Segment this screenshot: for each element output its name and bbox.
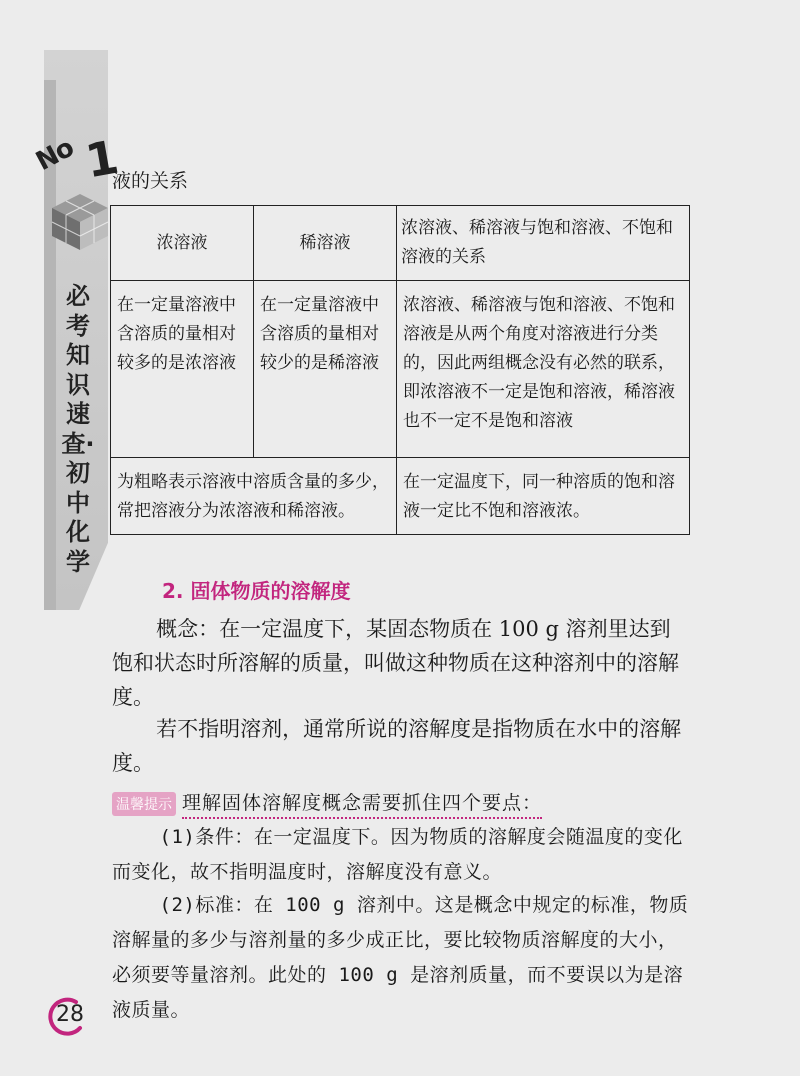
cell-note: 在一定温度下，同一种溶质的饱和溶液一定比不饱和溶液浓。 [397,458,690,535]
page-number-text: 28 [56,1002,84,1027]
point-condition: (1)条件：在一定温度下。因为物质的溶解度会随温度的变化而变化，故不指明温度时，溶解度没有意义。 [112,826,683,883]
cell-concentrated-def: 在一定量溶液中含溶质的量相对较多的是浓溶液 [111,281,254,458]
table-header-row [111,206,690,281]
comparison-table [110,205,690,535]
cube-icon [50,192,110,252]
table-row [111,281,690,458]
point-standard: (2)标准：在 100 g 溶剂中。这是概念中规定的标准，物质溶解量的多少与溶剂量的多少成正比，要比较物质溶解度的大小，必须要等量溶剂。此处的 100 g 是溶剂质量，而不要误以为是溶液质量。 [112,894,689,1021]
section-title: 2. 固体物质的溶解度 [162,579,351,603]
cell-summary: 为粗略表示溶液中溶质含量的多少，常把溶液分为浓溶液和稀溶液。 [111,458,397,535]
tip [112,788,542,819]
tip-text: 理解固体溶解度概念需要抓住四个要点： [182,788,542,819]
header-dilute: 稀溶液 [254,206,397,281]
tip-label: 温馨提示 [112,792,176,816]
cell-relation-def: 浓溶液、稀溶液与饱和溶液、不饱和溶液是从两个角度对溶液进行分类的，因此两组概念没有必然的联系，即浓溶液不一定是饱和溶液，稀溶液也不一定不是饱和溶液 [397,281,690,458]
paragraph-solvent: 若不指明溶剂，通常所说的溶解度是指物质在水中的溶解度。 [112,717,682,775]
header-relation: 浓溶液、稀溶液与饱和溶液、不饱和溶液的关系 [397,206,690,281]
cell-dilute-def: 在一定量溶液中含溶质的量相对较少的是稀溶液 [254,281,397,458]
header-concentrated: 浓溶液 [111,206,254,281]
lead-text: 液的关系 [112,170,189,192]
table-row [111,458,690,535]
badge-no-text: No [31,132,79,178]
sidebar-title: 必考知识速查·初中化学 [61,282,95,576]
page-number [46,996,86,1036]
no1-badge [31,129,123,250]
badge-one-text: 1 [81,129,123,189]
paragraph-concept: 概念：在一定温度下，某固态物质在 100 g 溶剂里达到饱和状态时所溶解的质量，叫做这种物质在这种溶剂中的溶解度。 [112,617,679,709]
